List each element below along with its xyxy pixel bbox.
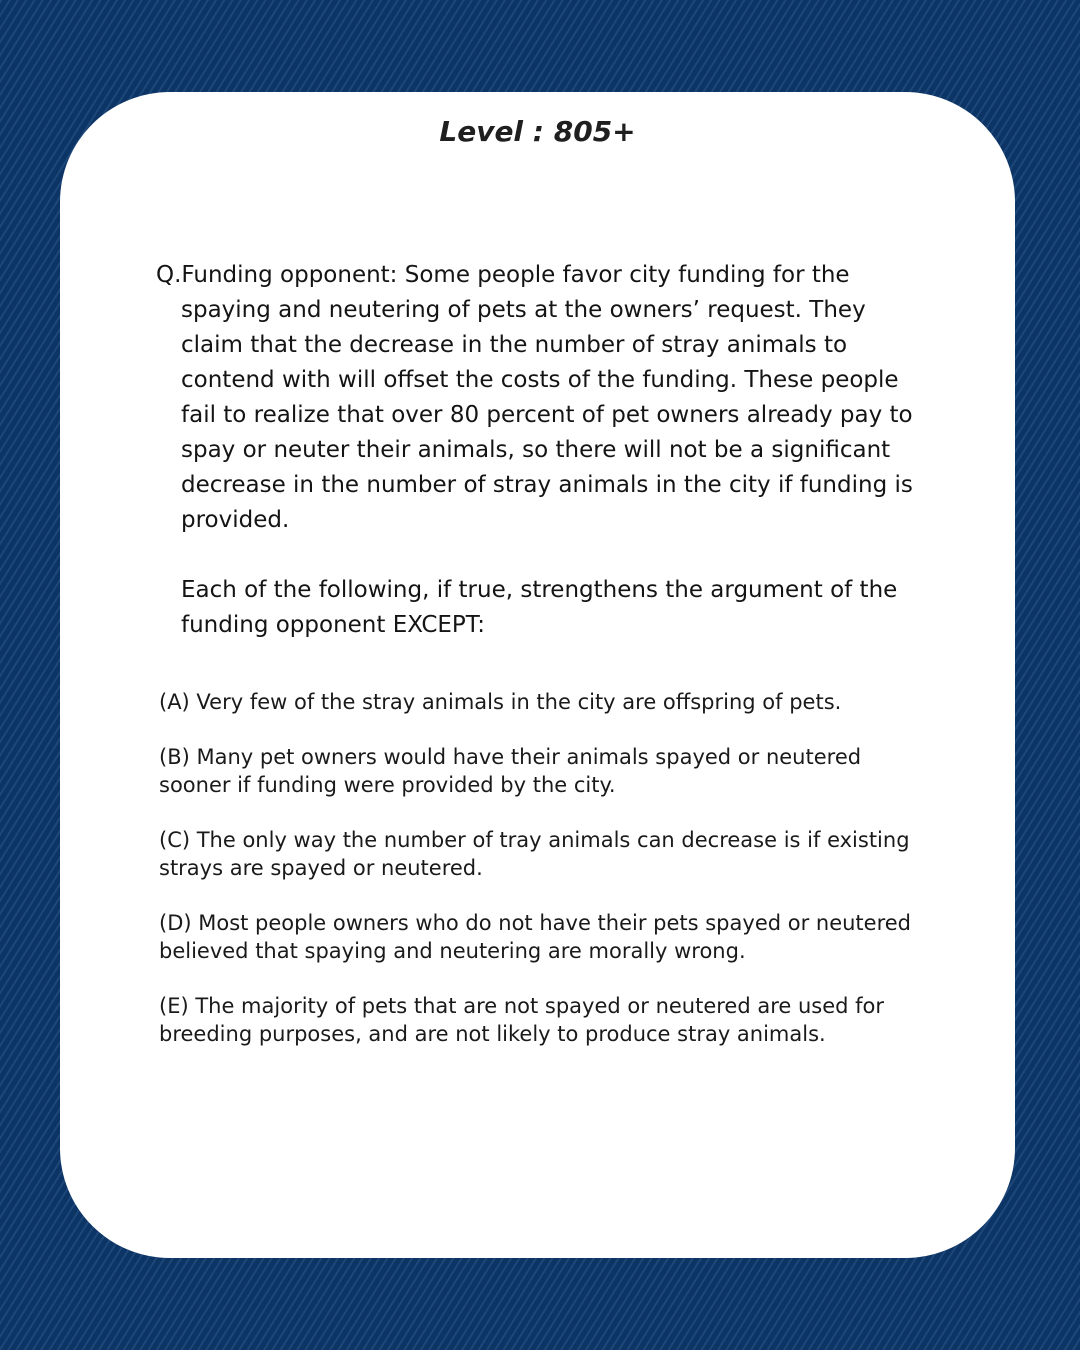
level-title: Level : 805+ (439, 115, 636, 148)
question-prompt: Each of the following, if true, strengthens the argument of the funding opponent EXCEPT: (181, 577, 898, 638)
question-paragraph-1: Q.Funding opponent: Some people favor city funding for the spaying and neutering of pets at the owners’ request. They claim that the decrease in the number of stray animals to contend with will offset the costs of the funding. These people fail to realize that over 80 percent of pet owners already pay to spay or neuter their animals, so there will not be a significant decrease in the number of stray animals in the city if funding is provided. (156, 262, 913, 533)
answer-option-e[interactable]: (E) The majority of pets that are not spayed or neutered are used for breeding purposes, and are not likely to produce stray animals. (159, 994, 885, 1046)
answer-option-b[interactable]: (B) Many pet owners would have their animals spayed or neutered sooner if funding were provided by the city. (159, 745, 862, 797)
answer-options (159, 688, 929, 1075)
question-stem (156, 258, 916, 643)
answer-option-a[interactable]: (A) Very few of the stray animals in the city are offspring of pets. (159, 690, 842, 714)
answer-option-d[interactable]: (D) Most people owners who do not have their pets spayed or neutered believed that spaying and neutering are morally wrong. (159, 911, 912, 963)
answer-option-c[interactable]: (C) The only way the number of tray animals can decrease is if existing strays are spayed or neutered. (159, 828, 910, 880)
question-card (60, 92, 1015, 1258)
